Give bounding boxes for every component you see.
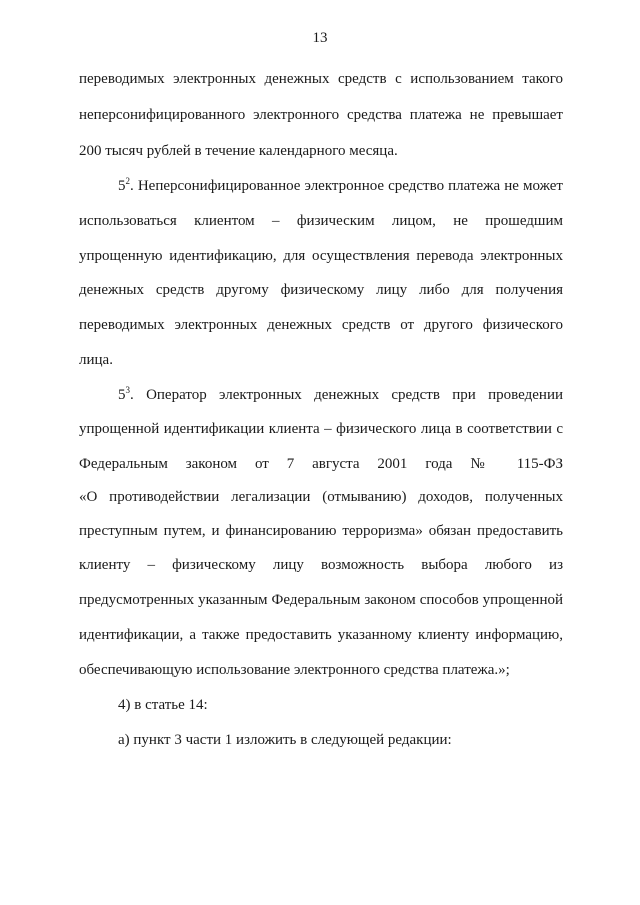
text-line: клиенту – физическому лицу возможность выбора любого из — [79, 557, 563, 573]
paragraph-5-3-first-line — [118, 385, 563, 405]
text-line: упрощенной идентификации клиента – физического лица в соответствии с — [79, 421, 563, 437]
text-line: 200 тысяч рублей в течение календарного месяца. — [79, 143, 398, 159]
text-line: упрощенную идентификацию, для осуществления перевода электронных — [79, 248, 563, 264]
text-line: Федеральным законом от 7 августа 2001 года № 115-ФЗ — [79, 456, 563, 472]
text-span: . Неперсонифицированное электронное средство платежа не может — [130, 178, 563, 194]
text-line: обеспечивающую использование электронного средства платежа.»; — [79, 662, 510, 678]
text-span: . Оператор электронных денежных средств при проведении — [130, 387, 563, 403]
paragraph-number: 5 — [118, 387, 126, 403]
text-line: а) пункт 3 части 1 изложить в следующей редакции: — [118, 732, 452, 748]
text-line: предусмотренных указанным Федеральным законом способов упрощенной — [79, 592, 563, 608]
page-number: 13 — [312, 30, 328, 46]
paragraph-5-2-first-line — [118, 176, 563, 196]
text-line: лица. — [79, 352, 113, 368]
paragraph-number-superscript: 2 — [125, 176, 130, 186]
text-line: переводимых электронных денежных средств с использованием такого — [79, 71, 563, 87]
paragraph-number-superscript: 3 — [125, 385, 130, 395]
text-line: переводимых электронных денежных средств от другого физического — [79, 317, 563, 333]
text-line: денежных средств другому физическому лицу либо для получения — [79, 282, 563, 298]
text-line: «О противодействии легализации (отмыванию) доходов, полученных — [79, 489, 563, 505]
text-line: идентификации, а также предоставить указанному клиенту информацию, — [79, 627, 563, 643]
paragraph-number: 5 — [118, 178, 126, 194]
text-line: преступным путем, и финансированию терроризма» обязан предоставить — [79, 523, 563, 539]
text-line: неперсонифицированного электронного средства платежа не превышает — [79, 107, 563, 123]
text-line: 4) в статье 14: — [118, 697, 208, 713]
text-line: использоваться клиентом – физическим лицом, не прошедшим — [79, 213, 563, 229]
